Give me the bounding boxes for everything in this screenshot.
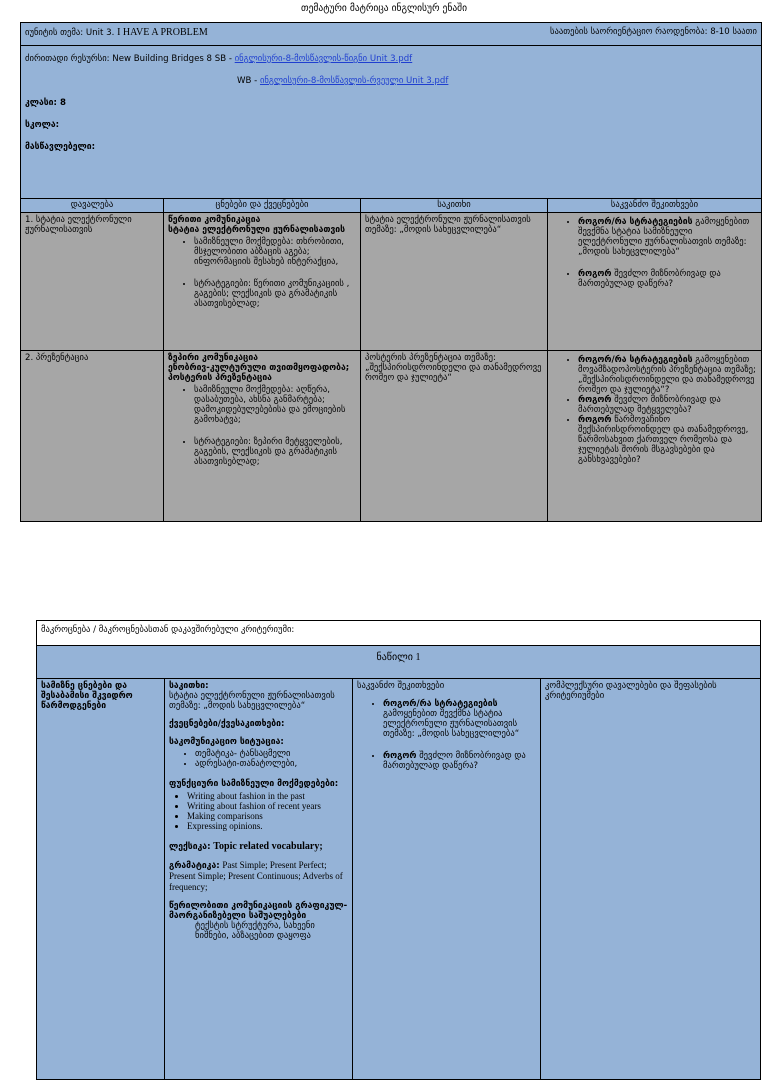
question-text: გამოყენებით შევქმნა სტატია ელექტრონული ჟურნალისათვის თემაზე: „მოდის სახეცვლილება“	[383, 709, 520, 739]
list-item	[578, 217, 757, 257]
hours-text: საათების საორიენტაციო რაოდენობა: 8-10 საათი	[550, 27, 757, 37]
part-content-row	[37, 679, 760, 1079]
list-item	[578, 395, 757, 415]
class-label: კლასი:	[25, 98, 57, 108]
workbook-label: WB -	[237, 76, 258, 86]
concepts-cell	[164, 213, 361, 350]
situation-list	[169, 749, 348, 769]
unit-row	[21, 23, 761, 46]
question-emphasis: როგორ	[578, 415, 612, 425]
macro-concept-table	[36, 620, 761, 1080]
workbook-line	[21, 66, 761, 88]
topic-text: სტატია ელექტრონული ჟურნალისათვის თემაზე: „მოდის სახეცვლილება“	[169, 691, 335, 711]
column-header-key-questions: საკვანძო შეკითხვები	[610, 200, 699, 210]
task-cell: 1. სტატია ელექტრონული ჟურნალისათვის	[21, 213, 164, 350]
unit-name: I HAVE A PROBLEM	[117, 27, 208, 38]
key-questions-cell	[548, 213, 761, 350]
class-line	[21, 88, 761, 110]
resource-line	[21, 46, 761, 66]
part-label: ნაწილი 1	[37, 646, 760, 679]
grammar-line	[169, 860, 348, 893]
question-text: გამოყენებით მოვამზადოპოსტერის პრეზენტაცია თემაზე; „შექსპირისდროინდელი და თანამედროვე რომეო და ჯულიეტა“?	[578, 355, 756, 395]
table-row	[21, 351, 761, 521]
list-item: • სტრატეგიები: ზეპირი მეტყველების, გაგების, ლექსიკის და გრამატიკის ასათვისებლად;	[194, 437, 356, 467]
list-item	[383, 751, 536, 771]
table-row	[21, 213, 761, 351]
list-item: • სტრატეგიები: წერითი კომუნიკაციის , გაგების; ლექსიკის და გრამატიკის ასათვისებლად;	[194, 279, 356, 309]
subquestions-label: ქვეცნებები/ქვესაკითხები:	[169, 719, 285, 729]
unit-title	[21, 23, 521, 45]
document-title: თემატური მატრიცა ინგლისურ ენაში	[300, 3, 468, 14]
column-header-task: დავალება	[21, 199, 164, 212]
concept-subtitle: ენობრივ-კულტურული თვითმყოფადობა; პოსტერის პრეზენტაცია	[168, 363, 350, 383]
question-emphasis: როგორ	[383, 751, 417, 761]
unit-label: იუნიტის თემა: Unit 3.	[25, 28, 115, 38]
teacher-label: მასწავლებელი:	[25, 142, 96, 152]
situation-label: საკომუნიკაციო სიტუაცია:	[169, 737, 284, 747]
graphic-means-label: წერილობითი კომუნიკაციის გრაფიკულ-მაორგანიზებელი საშუალებები	[169, 901, 348, 921]
question-emphasis: როგორ/რა სტრატეგიების	[383, 699, 498, 709]
question-text: შევძლო მიზნობრივად და მართებულად მეტყველება?	[578, 395, 721, 415]
topic-cell: პოსტერის პრეზენტაცია თემაზე: „შექსპირისდროინდელი და თანამედროვე რომეო და ჯულიეტა“	[361, 351, 548, 521]
key-questions-cell	[353, 679, 541, 1079]
list-item: • ადრესატი-თანატოლები,	[195, 759, 348, 769]
student-book-link[interactable]: ინგლისური-8-მოსწავლის-წიგნი Unit 3.pdf	[234, 54, 413, 64]
question-text: შევძლო მიზნობრივად და მართებულად დაწერა?	[578, 269, 721, 289]
list-item: • Expressing opinions.	[187, 821, 348, 831]
question-emphasis: როგორ/რა სტრატეგიების	[578, 217, 693, 227]
list-item: • Writing about fashion of recent years	[187, 801, 348, 811]
key-questions-list	[552, 217, 757, 289]
complex-tasks-cell: კომპლექსური დავალებები და შეფასების კრიტერიუმები	[545, 681, 717, 701]
functional-list	[169, 791, 348, 831]
list-item: • Making comparisons	[187, 811, 348, 821]
concept-title: ზეპირი კომუნიკაცია	[168, 353, 258, 363]
column-header-row	[21, 199, 761, 213]
column-header-topic: საკითხი	[361, 199, 548, 212]
list-item: • სამიზნეული მოქმედება: თხრობითი, მსჯელობითი აბზაცის აგება; ინფორმაციის შესახებ ინტერაქცია,	[194, 237, 356, 267]
topic-cell: სტატია ელექტრონული ჟურნალისათვის თემაზე: „მოდის სახეცვლილება“	[361, 213, 548, 350]
grammar-label: გრამატიკა:	[169, 861, 220, 871]
list-item: • Writing about fashion in the past	[187, 791, 348, 801]
concept-list	[168, 237, 356, 309]
question-emphasis: როგორ	[578, 269, 612, 279]
concept-subtitle: სტატია ელექტრონული ჟურნალისათვის	[168, 225, 346, 235]
resource-label: ძირითადი რესურსი: New Building Bridges 8 SB -	[25, 54, 232, 64]
key-questions-header: საკვანძო შეკითხვები	[357, 681, 445, 691]
info-block	[21, 46, 761, 199]
concept-title: წერითი კომუნიკაცია	[168, 215, 261, 225]
lexicon-label: ლექსიკა:	[169, 842, 211, 852]
question-text: გამოყენებით შევქმნა სტატია სამიზნეული ელექტრონული ჟურნალისათვის თემაზე: „მოდის სახეცვლილება“	[578, 217, 750, 257]
key-questions-list	[552, 355, 757, 465]
class-value: 8	[59, 98, 66, 108]
key-questions-list	[357, 699, 536, 771]
list-item: • სამიზნეული მოქმედება: აღწერა, დასაბუთება, ახსნა განმარტება; დამოკიდებულებებისა და ემოციების გამოხატვა;	[194, 385, 356, 425]
list-item	[383, 699, 536, 739]
lexicon-line	[169, 841, 348, 852]
list-item	[578, 355, 757, 395]
target-concepts-cell: სამიზნე ცნებები და შესაბამისი შკვიდრო წარმოდგენები	[37, 679, 165, 1079]
question-emphasis: როგორ/რა სტრატეგიების	[578, 355, 693, 365]
topic-details-cell	[165, 679, 353, 1079]
workbook-link[interactable]: ინგლისური-8-მოსწავლის-რვეული Unit 3.pdf	[259, 76, 449, 86]
list-item	[578, 415, 757, 465]
graphic-means-text: ტექსტის სტრუქტურა, სახეენი ნიშნები, აბზაცებით დაყოფა	[195, 921, 315, 941]
column-header-concepts: ცნებები და ქვეცნებები	[164, 199, 361, 212]
list-item	[578, 269, 757, 289]
school-label: სკოლა:	[25, 120, 60, 130]
functional-label: ფუნქციური სამიზნეული მოქმედებები:	[169, 779, 339, 789]
question-text: შევძლო მიზნობრივად და მართებულად დაწერა?	[383, 751, 526, 771]
thematic-matrix-table	[20, 22, 762, 522]
concept-list	[168, 385, 356, 467]
concepts-cell	[164, 351, 361, 521]
key-questions-cell	[548, 351, 761, 521]
question-emphasis: როგორ	[578, 395, 612, 405]
task-cell: 2. პრეზენტაცია	[21, 351, 164, 521]
topic-label: საკითხი:	[169, 681, 209, 691]
question-text: წარმოვაჩინო შექსპირისდროინდელ და თანამედროვე, წარმოსახვით ქართველ რომეოსა და ჯულიეტას შორის მსგავსებები და განსხვავებები?	[578, 415, 749, 465]
macro-concept-title: მაკროცნება / მაკროცნებასთან დაკავშირებული კრიტერიუმი:	[37, 621, 760, 646]
grammar-value: Past Simple; Present Perfect; Present Simple; Present Continuous; Adverbs of frequency;	[169, 860, 343, 892]
list-item: • თემატიკა- ტანსაცმელი	[195, 749, 348, 759]
lexicon-value: Topic related vocabulary;	[213, 841, 323, 852]
